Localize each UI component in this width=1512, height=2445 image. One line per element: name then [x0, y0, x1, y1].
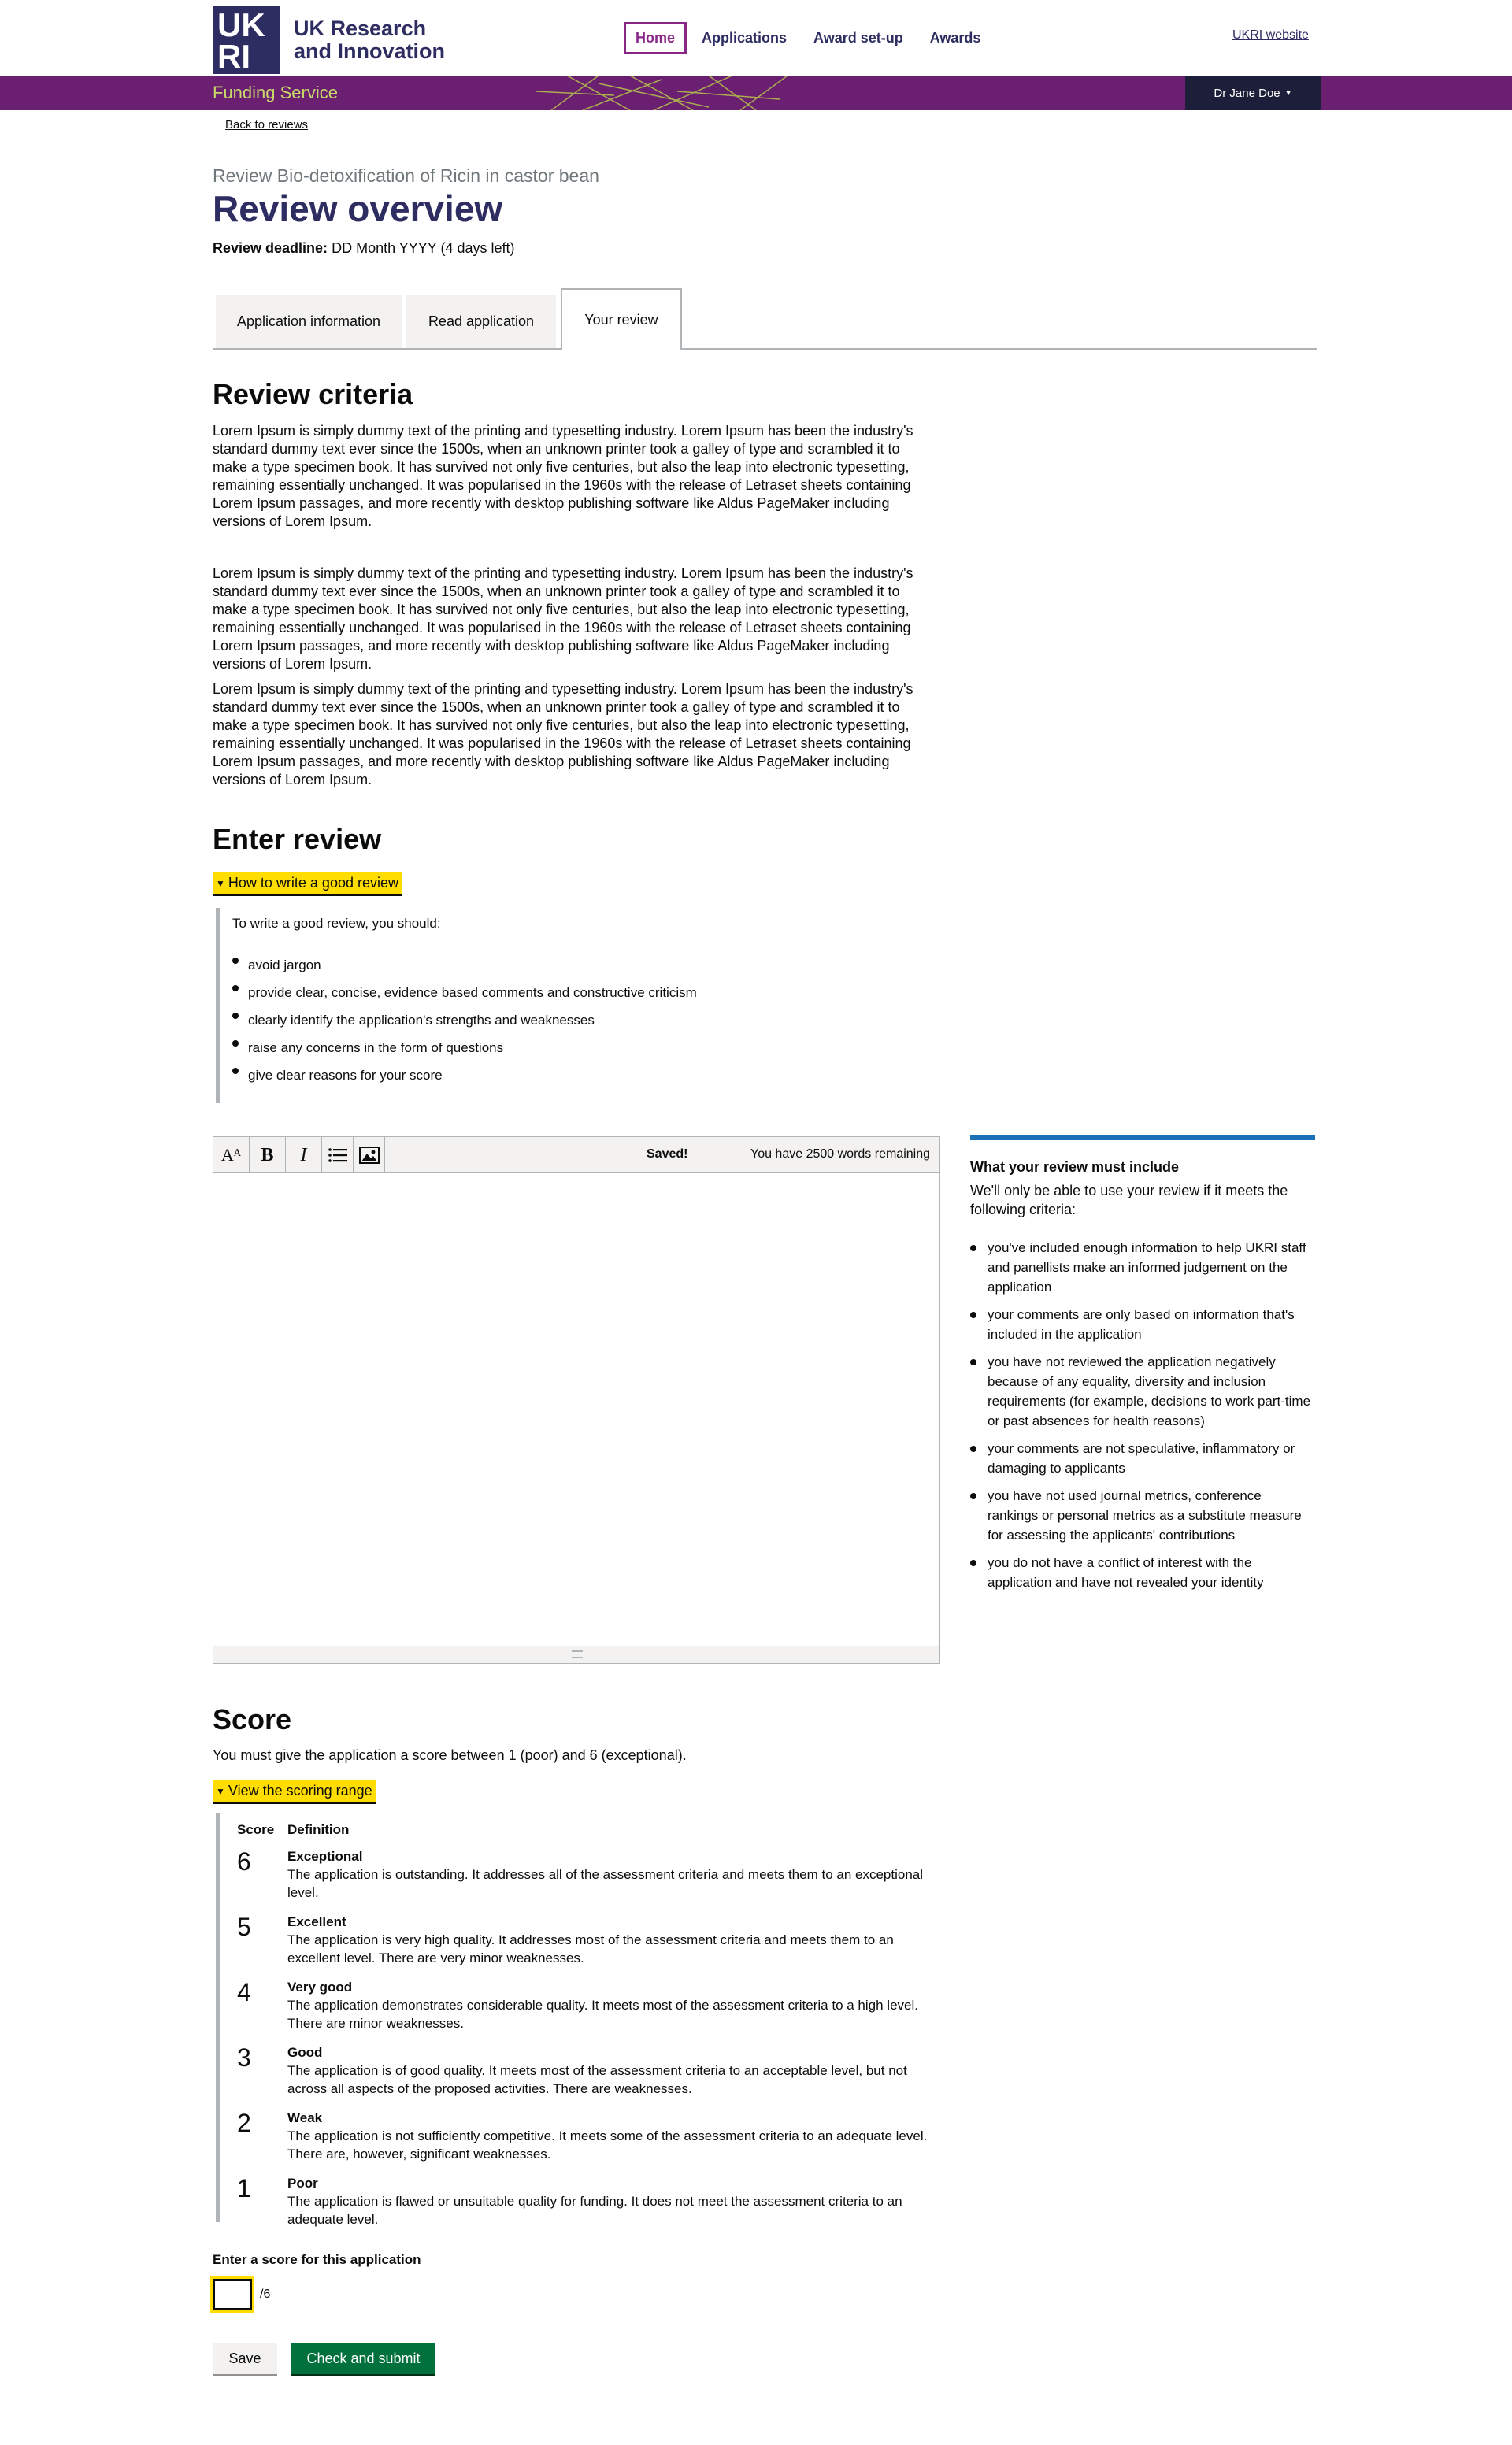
table-row: [232, 2043, 941, 2109]
bold-button[interactable]: [250, 1137, 286, 1173]
italic-icon: I: [300, 1144, 307, 1165]
score-intro: You must give the application a score between 1 (poor) and 6 (exceptional).: [213, 1747, 687, 1763]
score-name: Excellent: [287, 1914, 346, 1929]
table-row: [232, 2109, 941, 2174]
score-definition: [287, 2043, 941, 2109]
score-name: Poor: [287, 2176, 318, 2191]
review-guidance-summary: How to write a good review: [228, 875, 398, 891]
sidebar-item: you have not reviewed the application negatively because of any equality, diversity and inclusion requirements (for example, decisions to work part-time or past absences for health reasons): [970, 1352, 1315, 1431]
italic-button[interactable]: [286, 1137, 322, 1173]
font-size-button[interactable]: [213, 1137, 250, 1173]
criteria-paragraph: Lorem Ipsum is simply dummy text of the printing and typesetting industry. Lorem Ipsum has been the industry's standard dummy text ever since the 1500s, when an unknown printer took a galley of type and scrambled it to make a type specimen book. It has survived not only five centuries, but also the leap into electronic typesetting, remaining essentially unchanged. It was popularised in the 1960s with the release of Letraset sheets containing Lorem Ipsum passages, and more recently with desktop publishing software like Aldus PageMaker including versions of Lorem Ipsum.: [213, 565, 914, 672]
sidebar-item: your comments are not speculative, inflammatory or damaging to applicants: [970, 1439, 1315, 1478]
org-name-line1: UK Research: [294, 17, 427, 40]
criteria-paragraph: Lorem Ipsum is simply dummy text of the printing and typesetting industry. Lorem Ipsum has been the industry's standard dummy text ever since the 1500s, when an unknown printer took a galley of type and scrambled it to make a type specimen book. It has survived not only five centuries, but also the leap into electronic typesetting, remaining essentially unchanged. It was popularised in the 1960s with the release of Letraset sheets containing Lorem Ipsum passages, and more recently with desktop publishing software like Aldus PageMaker including versions of Lorem Ipsum.: [213, 681, 914, 787]
guidance-item: avoid jargon: [232, 958, 783, 985]
logo-letters-bottom: RI: [217, 38, 250, 75]
score-definition: [287, 1913, 941, 1978]
back-link[interactable]: Back to reviews: [225, 118, 309, 132]
site-header: [0, 0, 1512, 76]
review-requirements-sidebar: [970, 1135, 1315, 1600]
guidance-list: [232, 958, 783, 1095]
page-title: Review overview: [213, 188, 503, 229]
score-name: Exceptional: [287, 1849, 363, 1864]
score-definition: [287, 1847, 941, 1913]
table-row: [232, 1913, 941, 1978]
score-input-label: Enter a score for this application: [213, 2252, 421, 2267]
score-definition: [287, 2174, 941, 2239]
score-text: The application is of good quality. It meets most of the assessment criteria to an acceptable level, but not across all aspects of the proposed activities. There are weaknesses.: [287, 2063, 907, 2096]
bullet-list-icon: [328, 1147, 347, 1163]
criteria-paragraph: Lorem Ipsum is simply dummy text of the printing and typesetting industry. Lorem Ipsum has been the industry's standard dummy text ever since the 1500s, when an unknown printer took a galley of type and scrambled it to make a type specimen book. It has survived not only five centuries, but also the leap into electronic typesetting, remaining essentially unchanged. It was popularised in the 1960s with the release of Letraset sheets containing Lorem Ipsum passages, and more recently with desktop publishing software like Aldus PageMaker including versions of Lorem Ipsum.: [213, 423, 914, 529]
score-text: The application is not sufficiently competitive. It meets some of the assessment criteria to an adequate level. There are, however, significant weaknesses.: [287, 2128, 928, 2162]
deadline-value: DD Month YYYY (4 days left): [332, 240, 515, 256]
guidance-item: clearly identify the application's strengths and weaknesses: [232, 1013, 783, 1040]
caret-down-icon: ▼: [1284, 89, 1292, 97]
nav-award-setup[interactable]: Award set-up: [813, 30, 903, 46]
review-editor: [213, 1136, 940, 1664]
guidance-item: raise any concerns in the form of questions: [232, 1040, 783, 1068]
score-name: Very good: [287, 1980, 353, 1995]
sidebar-item: you do not have a conflict of interest with the application and have not revealed your identity: [970, 1553, 1315, 1592]
save-button[interactable]: Save: [213, 2343, 277, 2374]
score-text: The application demonstrates considerable quality. It meets most of the assessment criteria to a high level. There are minor weaknesses.: [287, 1998, 918, 2031]
tab-read-application[interactable]: Read application: [406, 295, 556, 348]
org-name[interactable]: [294, 17, 445, 63]
guidance-item: give clear reasons for your score: [232, 1068, 783, 1095]
org-name-line2: and Innovation: [294, 39, 445, 63]
score-value: 3: [237, 2043, 251, 2072]
user-name: Dr Jane Doe: [1214, 86, 1280, 100]
score-text: The application is very high quality. It addresses most of the assessment criteria and meets them to an excellent level. There are very minor weaknesses.: [287, 1932, 894, 1965]
insert-image-button[interactable]: [354, 1137, 385, 1173]
saved-status: Saved!: [647, 1147, 688, 1161]
score-value: 1: [237, 2174, 251, 2202]
score-value: 4: [237, 1978, 251, 2006]
tab-list: [213, 288, 1317, 350]
sidebar-item: you have not used journal metrics, conference rankings or personal metrics as a substitute measure for assessing the applicants' contributions: [970, 1486, 1315, 1545]
triangle-down-icon: ▼: [216, 877, 225, 889]
ukri-logo[interactable]: [213, 6, 280, 74]
sidebar-title: What your review must include: [970, 1159, 1180, 1175]
logo-letters-top: UK: [217, 6, 265, 43]
score-text: The application is flawed or unsuitable quality for funding. It does not meet the assessment criteria to an adequate level.: [287, 2194, 902, 2227]
score-heading: Score: [213, 1703, 292, 1736]
score-definition: [287, 2109, 941, 2174]
guidance-item: provide clear, concise, evidence based comments and constructive criticism: [232, 985, 783, 1013]
score-suffix: /6: [260, 2288, 271, 2301]
score-value: 5: [237, 1913, 251, 1941]
bold-icon: B: [261, 1144, 274, 1165]
nav-home[interactable]: Home: [624, 22, 687, 54]
table-row: [232, 1978, 941, 2043]
bullet-list-button[interactable]: [322, 1137, 354, 1173]
score-name: Good: [287, 2045, 323, 2060]
criteria-heading: Review criteria: [213, 378, 413, 410]
scoring-range-table: [232, 1822, 941, 2239]
nav-awards[interactable]: Awards: [929, 30, 981, 46]
scoring-range-panel: [216, 1813, 948, 2227]
score-input[interactable]: [213, 2279, 252, 2310]
scoring-range-toggle[interactable]: [213, 1780, 376, 1804]
sidebar-intro: We'll only be able to use your review if it meets the following criteria:: [970, 1183, 1288, 1217]
triangle-down-icon: ▼: [216, 1785, 225, 1797]
tab-your-review[interactable]: Your review: [561, 288, 682, 350]
review-deadline: [213, 240, 515, 257]
sidebar-item: you've included enough information to help UKRI staff and panellists make an informed judgement on the application: [970, 1238, 1315, 1297]
deadline-label: Review deadline:: [213, 240, 328, 256]
table-row: [232, 1847, 941, 1913]
score-name: Weak: [287, 2110, 323, 2125]
score-value: 2: [237, 2109, 251, 2137]
sidebar-item: your comments are only based on information that's included in the application: [970, 1305, 1315, 1344]
user-menu[interactable]: [1185, 76, 1321, 110]
col-score: Score: [237, 1822, 275, 1837]
page-caption: Review Bio-detoxification of Ricin in castor bean: [213, 165, 599, 186]
editor-resize-handle[interactable]: [213, 1646, 939, 1663]
image-icon: [359, 1147, 380, 1164]
col-definition: Definition: [287, 1822, 350, 1837]
nav-applications[interactable]: Applications: [702, 30, 788, 46]
main-nav: [624, 22, 995, 54]
sidebar-list: [970, 1238, 1315, 1592]
editor-toolbar: [213, 1137, 939, 1173]
tab-application-information[interactable]: Application information: [216, 295, 402, 348]
table-row: [232, 2174, 941, 2239]
words-remaining: You have 2500 words remaining: [750, 1147, 930, 1161]
score-text: The application is outstanding. It addresses all of the assessment criteria and meets them to an exceptional level.: [287, 1867, 924, 1900]
score-value: 6: [237, 1847, 251, 1876]
font-size-icon: Aᴬ: [220, 1145, 242, 1165]
score-definition: [287, 1978, 941, 2043]
review-textarea[interactable]: [213, 1173, 939, 1646]
service-bar: [0, 76, 1512, 110]
resize-grip-icon: [572, 1650, 583, 1658]
ukri-website-link[interactable]: UKRI website: [1232, 28, 1309, 42]
review-guidance-toggle[interactable]: [213, 872, 402, 896]
enter-review-heading: Enter review: [213, 823, 382, 855]
guidance-intro: To write a good review, you should:: [232, 916, 441, 931]
review-guidance-panel: [216, 908, 783, 1103]
scoring-range-summary: View the scoring range: [228, 1783, 372, 1799]
check-and-submit-button[interactable]: Check and submit: [291, 2343, 435, 2374]
service-name[interactable]: Funding Service: [213, 83, 338, 102]
